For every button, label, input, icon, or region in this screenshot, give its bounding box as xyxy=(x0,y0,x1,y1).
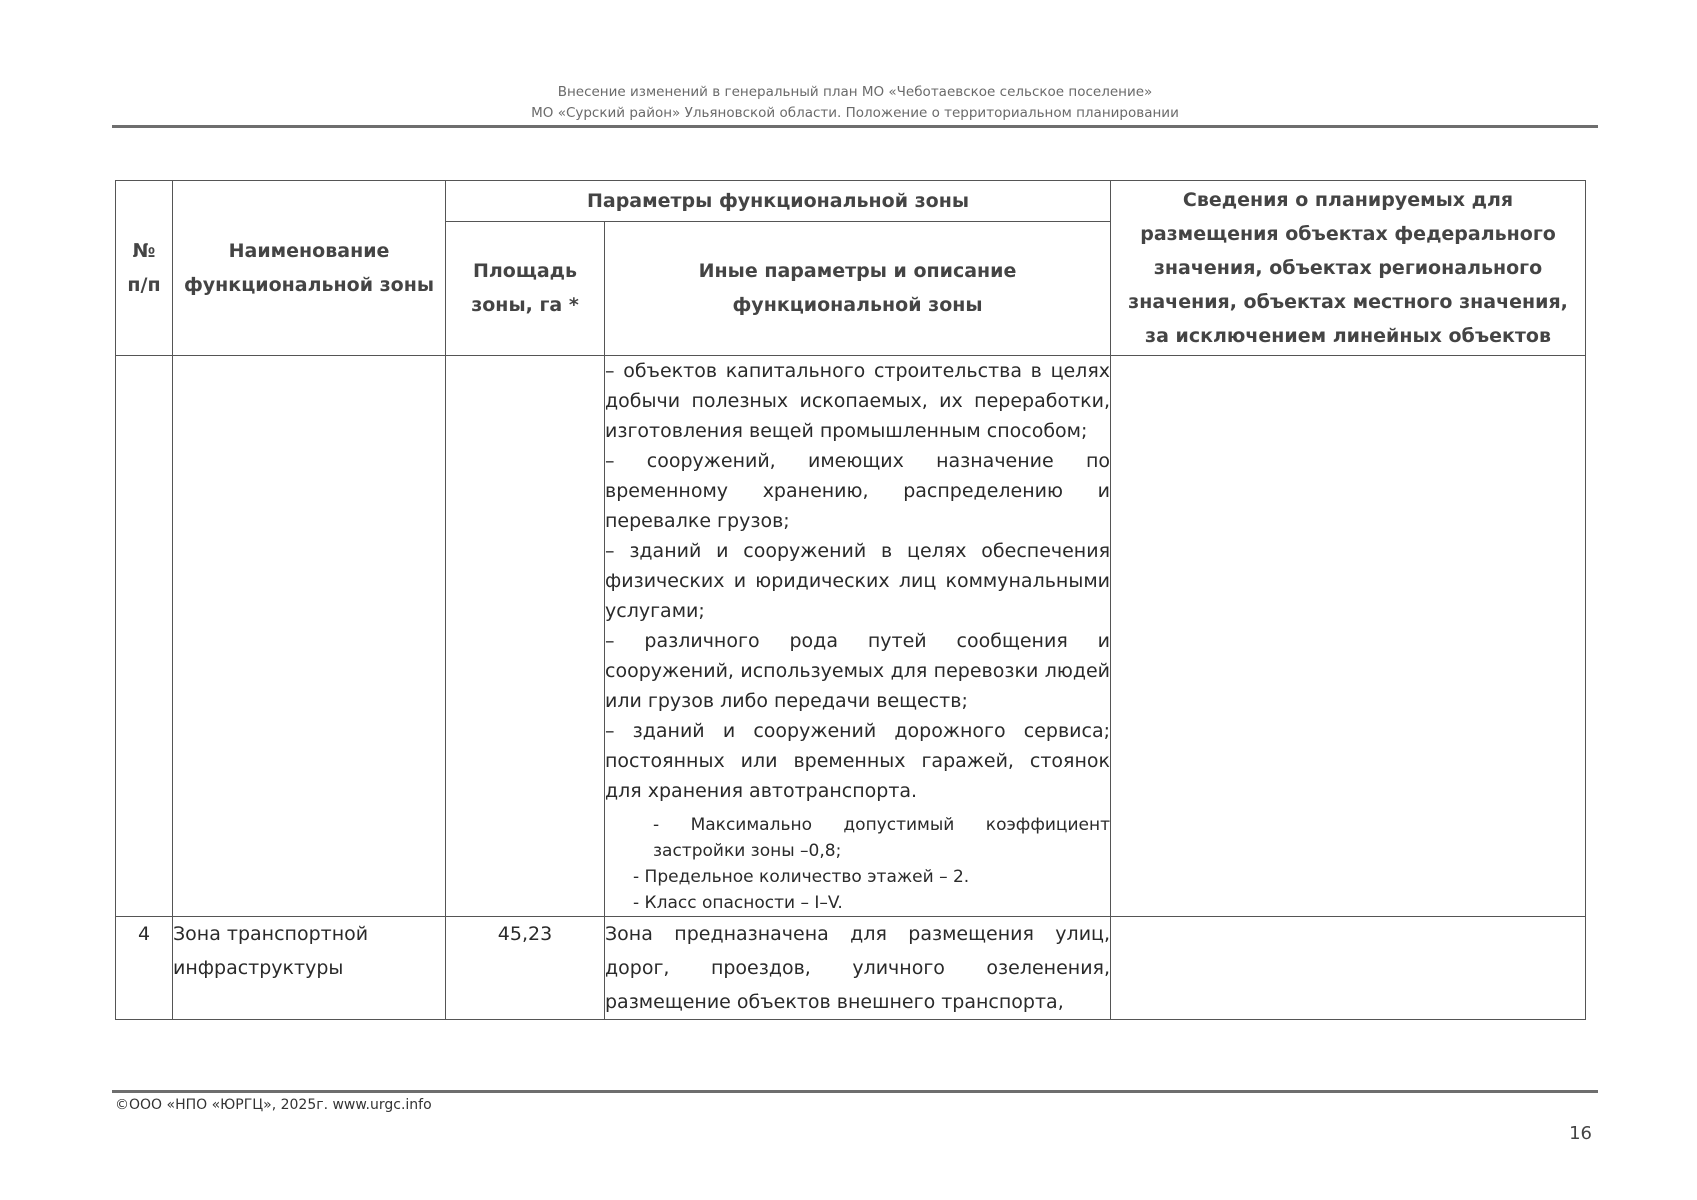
row-4-description: Зона предназначена для размещения улиц, дорог, проездов, уличного озеленения, размещение объектов внешнего транспорта, xyxy=(605,917,1111,1020)
header-params-group: Параметры функциональной зоны xyxy=(446,181,1111,222)
header-line-2: МО «Сурский район» Ульяновской области. Положение о территориальном планировании xyxy=(531,105,1179,121)
footer-copyright: ©ООО «НПО «ЮРГЦ», 2025г. www.urgc.info xyxy=(115,1097,432,1113)
cell-description xyxy=(605,356,1111,917)
cell-name-empty xyxy=(173,356,446,917)
header-other-params: Иные параметры и описание функциональной зоны xyxy=(605,221,1111,355)
table-row xyxy=(116,917,1586,1020)
header-line-1: Внесение изменений в генеральный план МО «Чеботаевское сельское поселение» xyxy=(557,84,1153,100)
param-coefficient: - Максимально допустимый коэффициент застройки зоны –0,8; xyxy=(653,815,1111,861)
footer-divider xyxy=(112,1090,1598,1093)
header-num: № п/п xyxy=(116,181,173,356)
functional-zones-table xyxy=(115,180,1586,1020)
cell-planned-objects-empty xyxy=(1111,356,1586,917)
document-header xyxy=(112,82,1598,124)
param-hazard-class: - Класс опасности – I–V. xyxy=(633,893,843,913)
description-item: – различного рода путей сообщения и сооружений, используемых для перевозки людей или грузов либо передачи веществ; xyxy=(605,630,1111,712)
row-4-num: 4 xyxy=(116,917,173,1020)
table-row-continuation xyxy=(116,356,1586,917)
row-4-area: 45,23 xyxy=(446,917,605,1020)
header-zone-name: Наименование функциональной зоны xyxy=(173,181,446,356)
cell-num-empty xyxy=(116,356,173,917)
description-item: – сооружений, имеющих назначение по временному хранению, распределению и перевалке грузов; xyxy=(605,450,1111,532)
header-divider xyxy=(112,125,1598,128)
description-item: – объектов капитального строительства в целях добычи полезных ископаемых, их переработки, изготовления вещей промышленным способом; xyxy=(605,360,1111,442)
page-number: 16 xyxy=(1569,1123,1592,1144)
row-4-zone-name: Зона транспортной инфраструктуры xyxy=(173,917,446,1020)
param-floors: - Предельное количество этажей – 2. xyxy=(633,867,970,887)
cell-area-empty xyxy=(446,356,605,917)
header-area: Площадь зоны, га * xyxy=(446,221,605,355)
row-4-planned-objects xyxy=(1111,917,1586,1020)
description-item: – зданий и сооружений в целях обеспечения физических и юридических лиц коммунальными услугами; xyxy=(605,540,1111,622)
description-item: – зданий и сооружений дорожного сервиса; постоянных или временных гаражей, стоянок для хранения автотранспорта. xyxy=(605,720,1111,802)
header-planned-objects: Сведения о планируемых для размещения объектах федерального значения, объектах регионального значения, объектах местного значения, за исключением линейных объектов xyxy=(1111,181,1586,356)
